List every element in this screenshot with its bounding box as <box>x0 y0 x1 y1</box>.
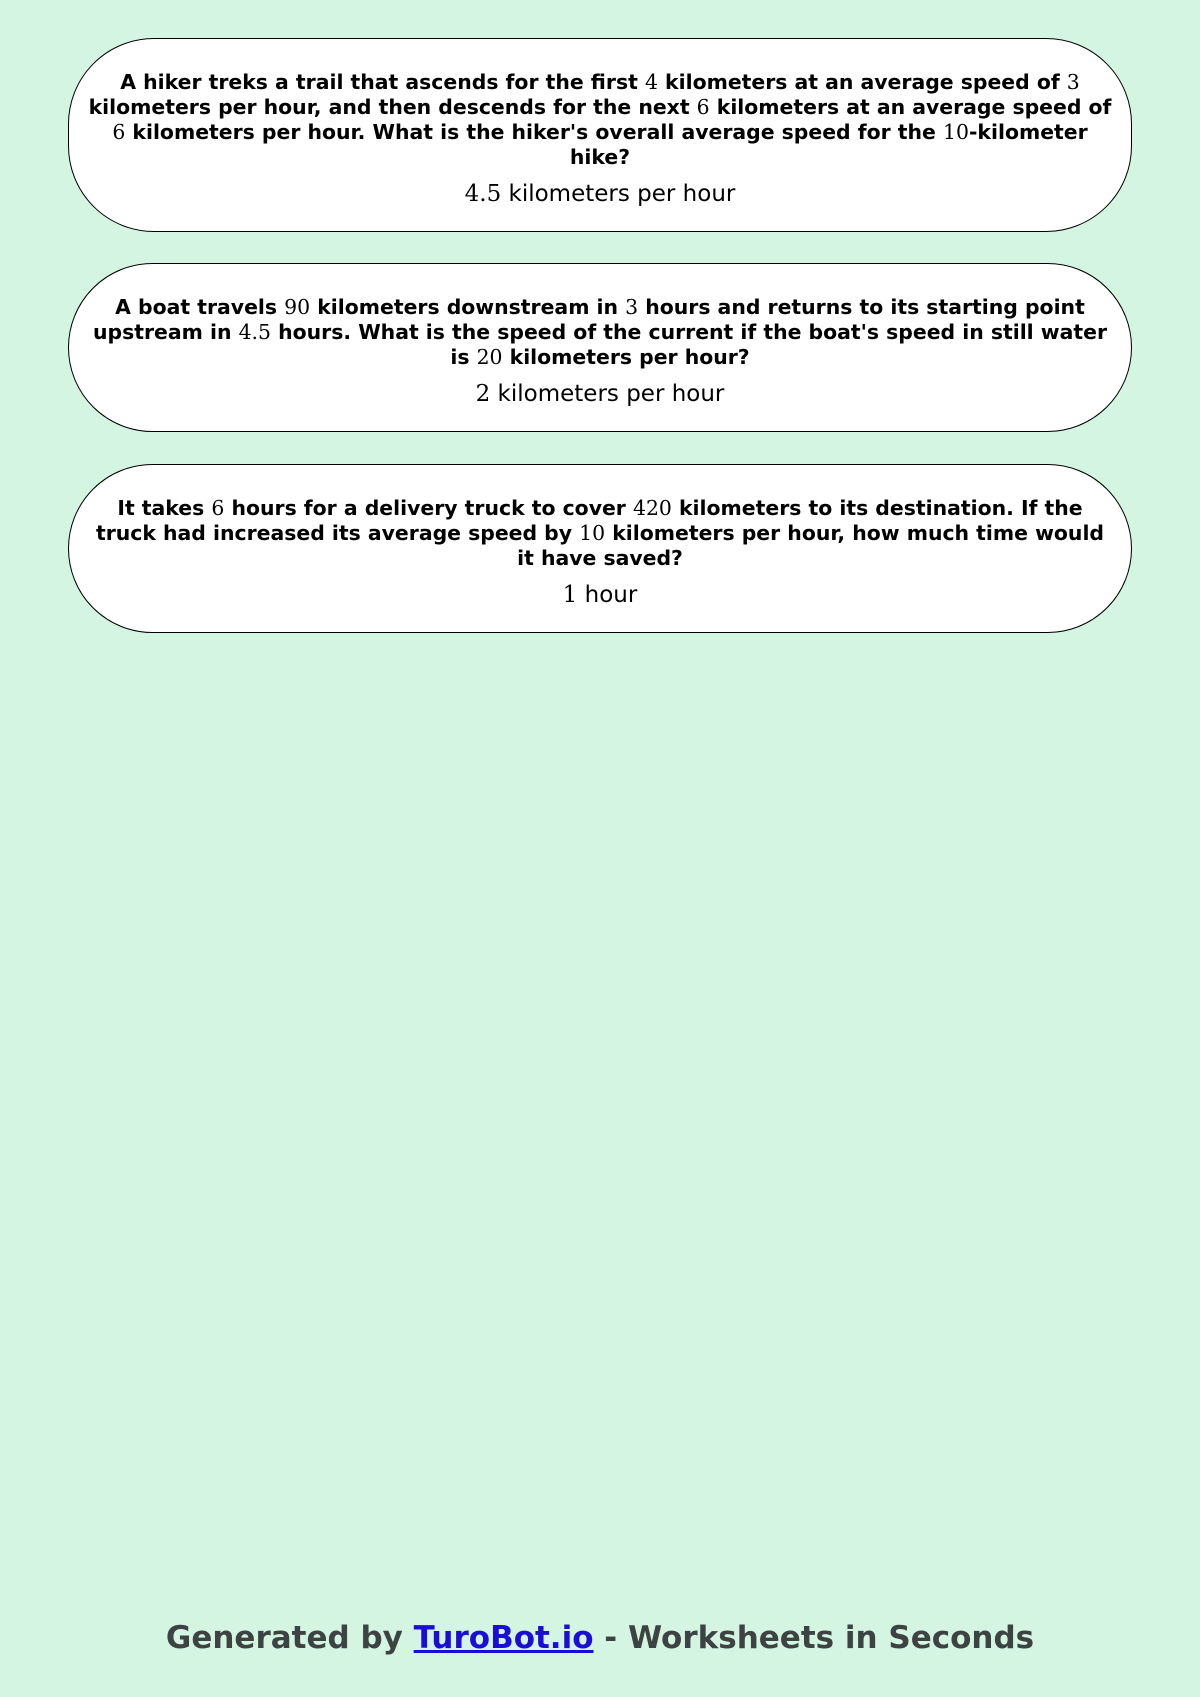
footer-credit <box>0 1618 1200 1658</box>
answer-unit: kilometers per hour <box>490 381 725 407</box>
problem-card-3 <box>68 464 1132 633</box>
answer-unit: hour <box>577 582 638 608</box>
question-text: kilometers to its destination. If the truck had increased its average speed by <box>95 496 1083 545</box>
problem-answer <box>83 581 1117 609</box>
math-number: 3 <box>1066 70 1080 94</box>
question-text: kilometers at an average speed of <box>709 95 1112 119</box>
question-text: kilometers per hour. What is the hiker's overall average speed for the <box>125 120 943 144</box>
question-text: kilometers per hour? <box>502 345 750 369</box>
question-text: A boat travels <box>115 295 285 319</box>
problem-question <box>83 295 1117 370</box>
answer-value: 2 <box>475 381 491 407</box>
question-text: kilometers per hour, how much time would it have saved? <box>517 521 1105 570</box>
question-text: It takes <box>117 496 212 520</box>
math-number: 10 <box>942 120 969 144</box>
question-text: hours and returns to its starting point upstream in <box>92 295 1085 344</box>
problem-answer <box>83 180 1117 208</box>
answer-value: 1 <box>562 582 578 608</box>
answer-unit: kilometers per hour <box>501 181 736 207</box>
answer-value: 4.5 <box>464 181 502 207</box>
question-text: hours. What is the speed of the current if the boat's speed in still water is <box>271 320 1108 369</box>
math-number: 10 <box>579 521 606 545</box>
problem-answer <box>83 380 1117 408</box>
footer-prefix: Generated by <box>165 1620 414 1656</box>
math-number: 3 <box>625 295 639 319</box>
problem-card-2 <box>68 263 1132 432</box>
question-text: A hiker treks a trail that ascends for the first <box>120 70 645 94</box>
math-number: 420 <box>632 496 672 520</box>
math-number: 6 <box>211 496 225 520</box>
problem-card-1 <box>68 38 1132 232</box>
turobot-link[interactable]: TuroBot.io <box>413 1620 594 1656</box>
question-text: kilometers downstream in <box>310 295 626 319</box>
math-number: 6 <box>112 120 126 144</box>
math-number: 4 <box>644 70 658 94</box>
math-number: 6 <box>696 95 710 119</box>
question-text: -kilometer hike? <box>569 120 1088 169</box>
problem-list <box>68 38 1132 633</box>
math-number: 4.5 <box>238 320 272 344</box>
problem-question <box>83 70 1117 170</box>
math-number: 90 <box>284 295 311 319</box>
problem-question <box>83 496 1117 571</box>
question-text: hours for a delivery truck to cover <box>224 496 633 520</box>
math-number: 20 <box>476 345 503 369</box>
question-text: kilometers at an average speed of <box>657 70 1067 94</box>
footer-suffix: - Worksheets in Seconds <box>593 1620 1035 1656</box>
question-text: kilometers per hour, and then descends for the next <box>88 95 697 119</box>
